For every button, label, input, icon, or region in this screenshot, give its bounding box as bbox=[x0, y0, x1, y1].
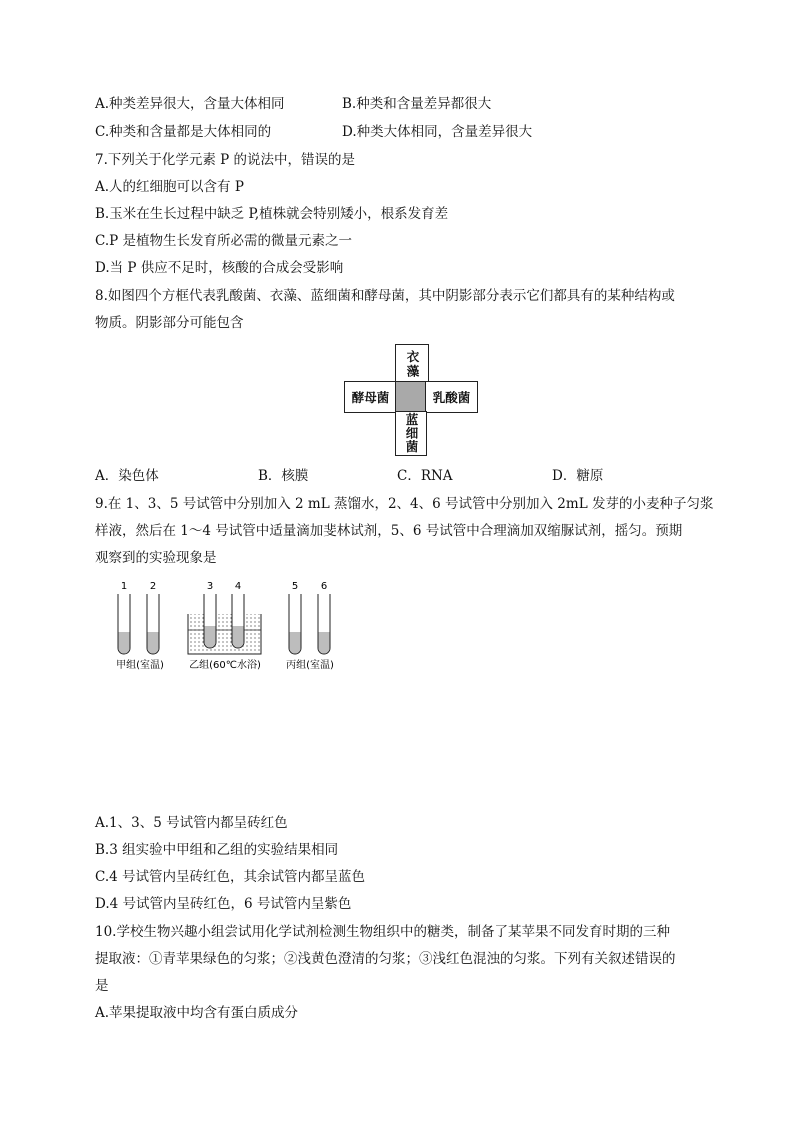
q10-option-a: A.苹果提取液中均含有蛋白质成分 bbox=[95, 1005, 299, 1021]
tube-number-4: 4 bbox=[234, 581, 242, 592]
q8-stem-line1: 8.如图四个方框代表乳酸菌、衣藻、蓝细菌和酵母菌，其中阴影部分表示它们都具有的某种结构或 bbox=[95, 288, 675, 304]
q10-stem-line3: 是 bbox=[95, 978, 109, 994]
tube-number-3: 3 bbox=[206, 581, 214, 592]
q8-option-a: A．染色体 bbox=[95, 468, 159, 484]
q7-stem: 7.下列关于化学元素 P 的说法中，错误的是 bbox=[95, 152, 356, 168]
test-tube-2 bbox=[147, 594, 159, 654]
q7-option-a: A.人的红细胞可以含有 P bbox=[95, 179, 244, 195]
q7-option-b: B.玉米在生长过程中缺乏 P,植株就会特别矮小，根系发育差 bbox=[95, 206, 449, 222]
q8-stem-line2: 物质。阴影部分可能包含 bbox=[95, 315, 244, 331]
q7-option-c: C.P 是植物生长发育所必需的微量元素之一 bbox=[95, 233, 353, 249]
q9-option-a: A.1、3、5 号试管内都呈砖红色 bbox=[95, 815, 288, 831]
q9-test-tube-figure bbox=[105, 576, 355, 676]
test-tube-4 bbox=[232, 594, 244, 648]
q6-option-a: A.种类差异很大，含量大体相同 bbox=[95, 96, 285, 112]
diagram-box-left bbox=[344, 381, 397, 413]
tube-number-2: 2 bbox=[149, 581, 157, 592]
q10-stem-line2: 提取液：①青苹果绿色的匀浆；②浅黄色澄清的匀浆；③浅红色混浊的匀浆。下列有关叙述错误的 bbox=[95, 951, 676, 967]
test-tube-1 bbox=[118, 594, 130, 654]
tube-number-1: 1 bbox=[120, 581, 128, 592]
q6-option-c: C.种类和含量都是大体相同的 bbox=[95, 124, 272, 140]
q8-option-b: B．核膜 bbox=[258, 468, 309, 484]
diagram-label-right: 乳酸菌 bbox=[432, 390, 471, 405]
diagram-label-bottom: 蓝细菌 bbox=[404, 413, 419, 454]
q7-option-d: D.当 P 供应不足时，核酸的合成会受影响 bbox=[95, 260, 344, 276]
test-tube-3 bbox=[204, 594, 216, 648]
q8-option-d: D．糖原 bbox=[552, 468, 604, 484]
group-label-yi: 乙组(60℃水浴) bbox=[189, 660, 261, 671]
tube-number-6: 6 bbox=[320, 581, 328, 592]
test-tube-6 bbox=[318, 594, 330, 654]
diagram-label-left: 酵母菌 bbox=[351, 390, 390, 405]
water-bath-beaker bbox=[188, 614, 261, 654]
q9-option-c: C.4 号试管内呈砖红色，其余试管内都呈蓝色 bbox=[95, 869, 366, 885]
q8-option-c: C．RNA bbox=[397, 468, 453, 484]
diagram-box-top bbox=[395, 344, 429, 384]
tube-number-5: 5 bbox=[291, 581, 299, 592]
q9-stem-line3: 观察到的实验现象是 bbox=[95, 550, 217, 566]
q10-stem-line1: 10.学校生物兴趣小组尝试用化学试剂检测生物组织中的糖类，制备了某苹果不同发育时期的三种 bbox=[95, 924, 670, 940]
q6-option-b: B.种类和含量差异都很大 bbox=[342, 96, 492, 112]
diagram-shaded-center bbox=[395, 381, 427, 413]
q9-stem-line2: 样液，然后在 1～4 号试管中适量滴加斐林试剂，5、6 号试管中合理滴加双缩脲试剂，摇匀。预期 bbox=[95, 523, 683, 539]
q9-stem-line1: 9.在 1、3、5 号试管中分别加入 2 mL 蒸馏水，2、4、6 号试管中分别加入 2mL 发芽的小麦种子匀浆 bbox=[95, 496, 714, 512]
q9-option-d: D.4 号试管内呈砖红色，6 号试管内呈紫色 bbox=[95, 896, 352, 912]
group-label-jia: 甲组(室温) bbox=[116, 660, 164, 671]
diagram-box-right bbox=[425, 381, 478, 413]
test-tube-5 bbox=[289, 594, 301, 654]
q6-option-d: D.种类大体相同，含量差异很大 bbox=[342, 124, 533, 140]
diagram-label-top: 衣藻 bbox=[405, 349, 420, 379]
diagram-box-bottom bbox=[395, 411, 427, 456]
group-label-bing: 丙组(室温) bbox=[286, 660, 334, 671]
q9-option-b: B.3 组实验中甲组和乙组的实验结果相同 bbox=[95, 842, 339, 858]
